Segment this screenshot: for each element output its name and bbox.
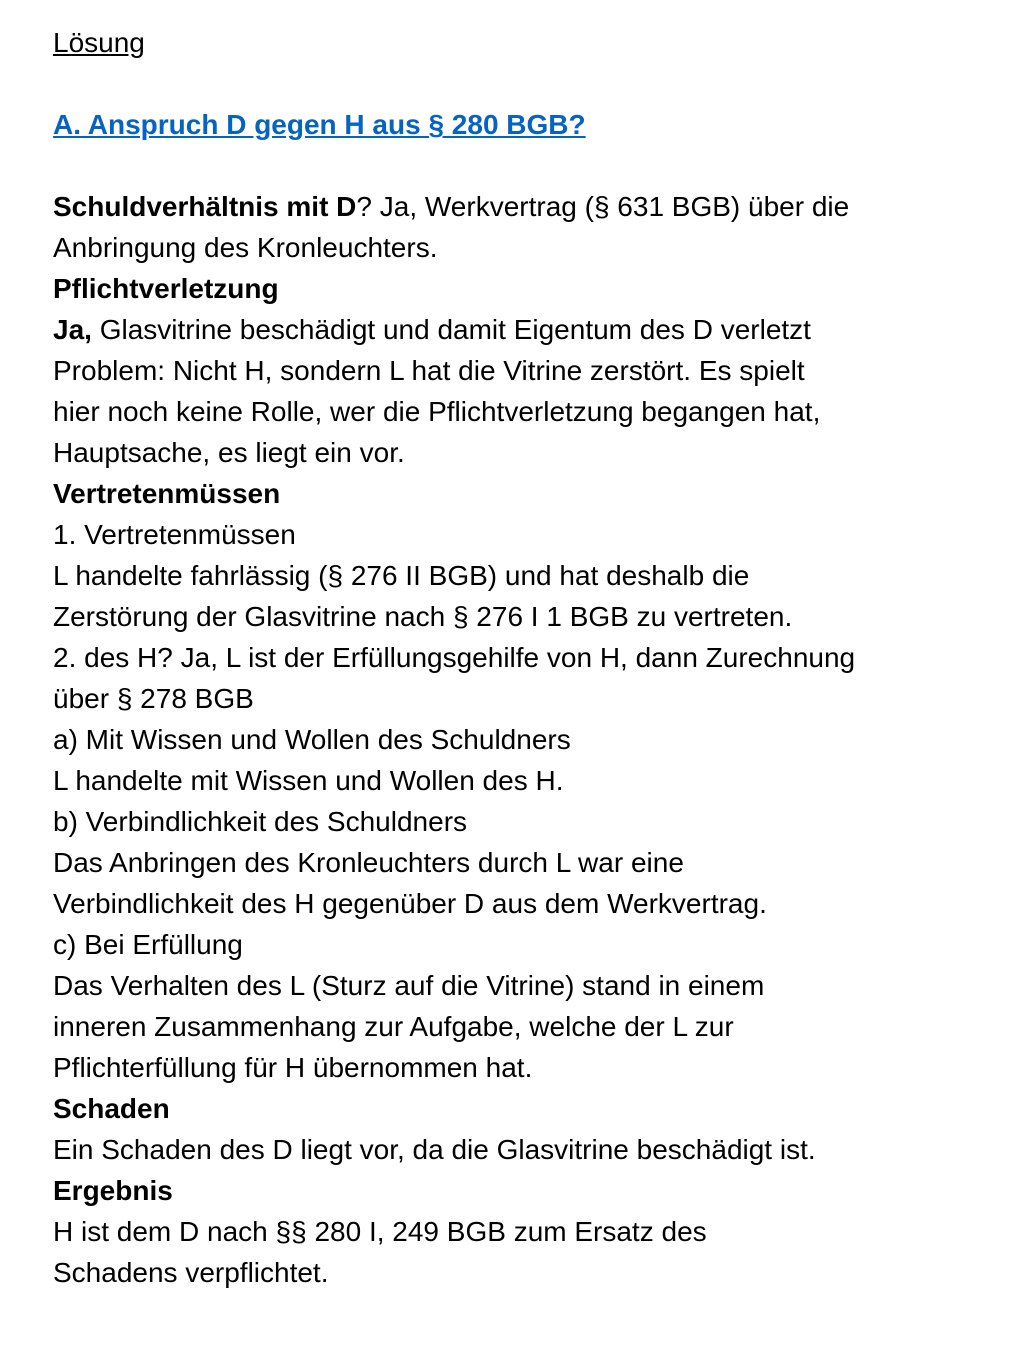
vertretenmuessen-line: 2. des H? Ja, L ist der Erfüllungsgehilfe von H, dann Zurechnung (53, 642, 856, 673)
vertretenmuessen-line: Das Anbringen des Kronleuchters durch L war eine (53, 847, 684, 878)
pflichtverletzung-line: hier noch keine Rolle, wer die Pflichtverletzung begangen hat, (53, 396, 821, 427)
pflichtverletzung-line: Hauptsache, es liegt ein vor. (53, 437, 405, 468)
schuldverhaeltnis-label: Schuldverhältnis mit D (53, 191, 357, 222)
vertretenmuessen-line: Zerstörung der Glasvitrine nach § 276 I 1 BGB zu vertreten. (53, 601, 793, 632)
ja-label: Ja, (53, 314, 92, 345)
vertretenmuessen-line: 1. Vertretenmüssen (53, 519, 296, 550)
vertretenmuessen-heading: Vertretenmüssen (53, 478, 281, 509)
schaden-line: Ein Schaden des D liegt vor, da die Glasvitrine beschädigt ist. (53, 1134, 816, 1165)
pflichtverletzung-line: Problem: Nicht H, sondern L hat die Vitrine zerstört. Es spielt (53, 355, 805, 386)
pflichtverletzung-heading: Pflichtverletzung (53, 273, 279, 304)
ergebnis-line: H ist dem D nach §§ 280 I, 249 BGB zum Ersatz des (53, 1216, 707, 1247)
spacer (53, 63, 993, 104)
pflichtverletzung-ja-line (53, 309, 993, 350)
vertretenmuessen-line: Das Verhalten des L (Sturz auf die Vitrine) stand in einem (53, 970, 765, 1001)
section-title-link[interactable]: A. Anspruch D gegen H aus § 280 BGB? (53, 109, 586, 140)
ergebnis-line: Schadens verpflichtet. (53, 1257, 329, 1288)
vertretenmuessen-line: L handelte mit Wissen und Wollen des H. (53, 765, 564, 796)
vertretenmuessen-line: b) Verbindlichkeit des Schuldners (53, 806, 468, 837)
vertretenmuessen-line: inneren Zusammenhang zur Aufgabe, welche der L zur (53, 1011, 734, 1042)
spacer (53, 145, 993, 186)
vertretenmuessen-line: Pflichterfüllung für H übernommen hat. (53, 1052, 533, 1083)
schaden-heading: Schaden (53, 1093, 170, 1124)
schuldverhaeltnis-text: ? Ja, Werkvertrag (§ 631 BGB) über die (356, 191, 850, 222)
ja-text: Glasvitrine beschädigt und damit Eigentum des D verletzt (91, 314, 811, 345)
schuldverhaeltnis-line-1 (53, 186, 993, 227)
ergebnis-heading: Ergebnis (53, 1175, 173, 1206)
vertretenmuessen-line: über § 278 BGB (53, 683, 254, 714)
solution-heading: Lösung (53, 27, 145, 58)
vertretenmuessen-line: a) Mit Wissen und Wollen des Schuldners (53, 724, 571, 755)
vertretenmuessen-line: c) Bei Erfüllung (53, 929, 243, 960)
vertretenmuessen-line: L handelte fahrlässig (§ 276 II BGB) und hat deshalb die (53, 560, 750, 591)
vertretenmuessen-line: Verbindlichkeit des H gegenüber D aus dem Werkvertrag. (53, 888, 767, 919)
slide-content (53, 22, 993, 1293)
schuldverhaeltnis-line-2: Anbringung des Kronleuchters. (53, 232, 438, 263)
